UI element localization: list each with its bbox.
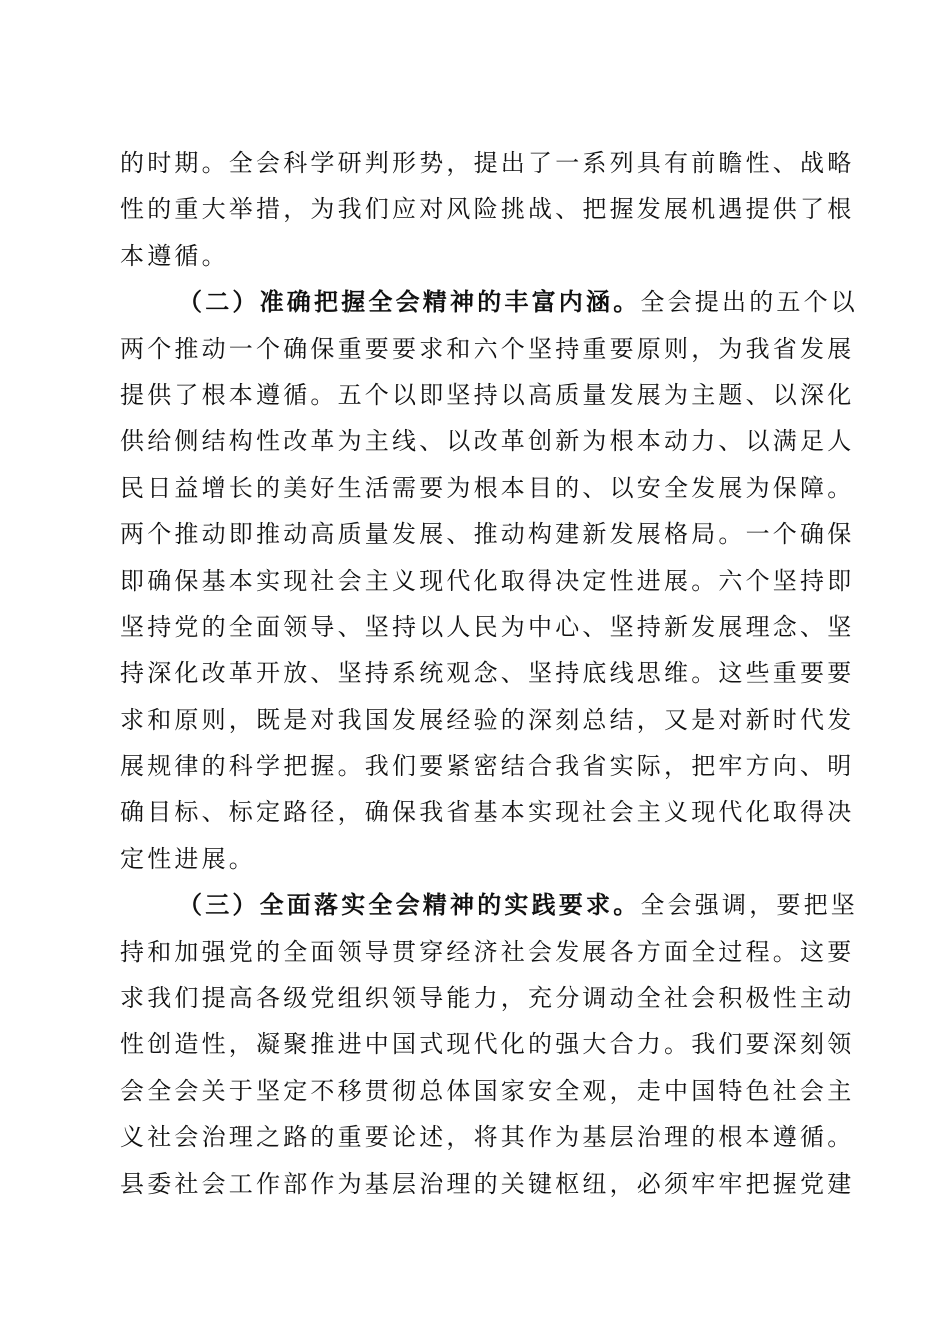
section-lead-text: 全会强调，要把坚 [640,891,859,920]
body-line: 求我们提高各级党组织领导能力，充分调动全社会积极性主动 [120,984,855,1013]
body-line: 民日益增长的美好生活需要为根本目的、以安全发展为保障。 [120,473,855,502]
body-line: 持深化改革开放、坚持系统观念、坚持底线思维。这些重要要 [120,659,855,688]
document-body [120,140,859,1207]
body-line: 展规律的科学把握。我们要紧密结合我省实际，把牢方向、明 [120,752,855,781]
body-line: 两个推动即推动高质量发展、推动构建新发展格局。一个确保 [120,520,855,549]
body-line: 会全会关于坚定不移贯彻总体国家安全观，走中国特色社会主 [120,1076,855,1105]
section-lead-text: 全会提出的五个以 [640,288,859,317]
section-heading: （三）全面落实全会精神的实践要求。 [178,890,641,920]
body-line: 确目标、标定路径，确保我省基本实现社会主义现代化取得决 [120,798,855,827]
body-line: 持和加强党的全面领导贯穿经济社会发展各方面全过程。这要 [120,937,855,966]
body-line: 定性进展。 [120,844,256,873]
body-line: 义社会治理之路的重要论述，将其作为基层治理的根本遵循。 [120,1123,855,1152]
body-line: 县委社会工作部作为基层治理的关键枢纽，必须牢牢把握党建 [120,1169,855,1198]
body-line: 两个推动一个确保重要要求和六个坚持重要原则，为我省发展 [120,334,855,363]
section-heading: （二）准确把握全会精神的丰富内涵。 [178,287,641,317]
body-line: 性创造性，凝聚推进中国式现代化的强大合力。我们要深刻领 [120,1030,855,1059]
body-line: 求和原则，既是对我国发展经验的深刻总结，又是对新时代发 [120,705,855,734]
section-first-line [120,882,859,928]
section-first-line [120,279,859,325]
body-line: 性的重大举措，为我们应对风险挑战、把握发展机遇提供了根 [120,195,855,224]
body-line: 供给侧结构性改革为主线、以改革创新为根本动力、以满足人 [120,427,855,456]
body-line: 提供了根本遵循。五个以即坚持以高质量发展为主题、以深化 [120,380,855,409]
body-line: 的时期。全会科学研判形势，提出了一系列具有前瞻性、战略 [120,149,855,177]
body-line: 本遵循。 [120,241,229,270]
body-line: 坚持党的全面领导、坚持以人民为中心、坚持新发展理念、坚 [120,612,855,641]
body-line: 即确保基本实现社会主义现代化取得决定性进展。六个坚持即 [120,566,855,595]
